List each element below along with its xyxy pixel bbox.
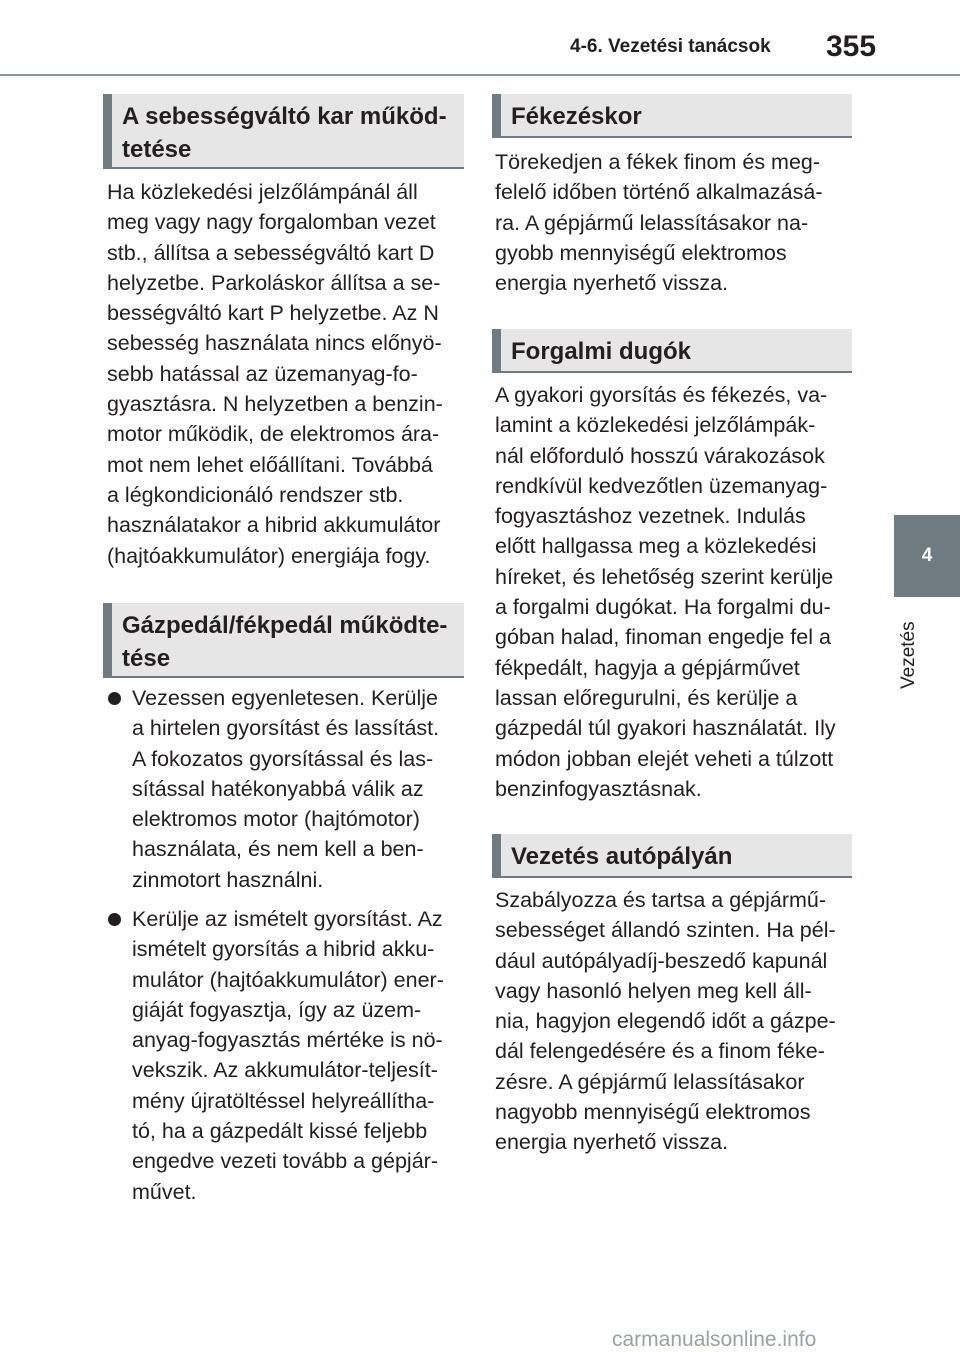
text-line: Ha közlekedési jelzőlámpánál áll	[107, 180, 418, 204]
text-line: energia nyerhető vissza.	[495, 271, 729, 296]
bullet-dot-icon	[108, 913, 121, 926]
heading-line: tése	[122, 645, 171, 672]
text-line: A gyakori gyorsítás és fékezés, va-	[495, 383, 828, 407]
paragraph-highway	[495, 885, 836, 1158]
text-line: gyobb mennyiségű elektromos	[495, 240, 787, 265]
text-line: a forgalmi dugókat. Ha forgalmi du-	[495, 595, 831, 620]
heading-traffic-jams	[492, 329, 852, 373]
heading-pedals	[103, 603, 464, 678]
text-line: A fokozatos gyorsítással és las-	[132, 746, 434, 771]
text-line: művet.	[132, 1179, 197, 1204]
text-line: zinmotort használni.	[132, 867, 324, 892]
text-line: mot nem lehet előállítani. Továbbá	[107, 452, 433, 477]
text-line: nál előforduló hosszú várakozások	[495, 443, 825, 468]
text-line: vagy hasonló helyen meg kell áll-	[495, 978, 812, 1003]
chapter-number: 4	[921, 545, 933, 566]
text-line: fogyasztáshoz vezetnek. Indulás	[495, 504, 806, 529]
bullet-text	[132, 904, 444, 1207]
text-line: anyag-fogyasztás mértéke is nö-	[132, 1028, 443, 1053]
paragraph-braking	[495, 147, 822, 298]
text-line: sebességet állandó szinten. Ha pél-	[495, 918, 836, 943]
text-line: felelő időben történő alkalmazásá-	[495, 180, 823, 205]
text-line: góban halad, finoman engedje fel a	[495, 625, 831, 650]
text-line: használata, és nem kell a ben-	[132, 837, 424, 862]
text-line: engedve vezeti tovább a gépjár-	[132, 1149, 438, 1174]
heading-gear-lever	[103, 94, 464, 169]
text-line: ra. A gépjármű lelassításakor na-	[495, 210, 809, 235]
text-line: motor működik, de elektromos ára-	[107, 422, 440, 447]
text-line: nagyobb mennyiségű elektromos	[495, 1100, 811, 1125]
text-line: lassan előregurulni, és kerülje a	[495, 685, 798, 710]
text-line: stb., állítsa a sebességváltó kart D	[107, 240, 435, 265]
text-line: a hirtelen gyorsítást és lassítást.	[132, 716, 440, 741]
text-line: mény újratöltéssel helyreállítha-	[132, 1088, 435, 1113]
text-line: mulátor (hajtóakkumulátor) ener-	[132, 967, 444, 992]
text-line: benzinfogyasztásnak.	[495, 776, 702, 801]
heading-line: Gázpedál/fékpedál működte-	[122, 612, 448, 639]
text-line: Szabályozza és tartsa a gépjármű-	[495, 888, 827, 912]
page-number: 355	[826, 30, 877, 63]
bullet-text	[132, 683, 439, 895]
text-line: bességváltó kart P helyzetbe. Az N	[107, 301, 439, 326]
text-line: (hajtóakkumulátor) energiája fogy.	[107, 543, 431, 568]
chapter-tab	[894, 515, 960, 597]
text-line: gázpedál túl gyakori használatát. Ily	[495, 716, 836, 741]
chapter-label: Vezetés	[898, 621, 919, 689]
text-line: rendkívül kedvezőtlen üzemanyag-	[495, 473, 828, 498]
text-line: előtt hallgassa meg a közlekedési	[495, 534, 817, 559]
text-line: tó, ha a gázpedált kissé feljebb	[132, 1119, 428, 1144]
heading-highway	[492, 834, 852, 878]
header-divider	[0, 74, 960, 76]
bullet-dot-icon	[108, 692, 121, 705]
text-line: nia, hagyjon elegendő időt a gázpe-	[495, 1009, 836, 1034]
section-title: 4-6. Vezetési tanácsok	[570, 36, 771, 57]
heading-braking	[492, 94, 852, 138]
paragraph-gear-lever	[107, 177, 443, 571]
text-line: gyasztásra. N helyzetben a benzin-	[107, 392, 443, 417]
text-line: meg vagy nagy forgalomban vezet	[107, 210, 436, 235]
text-line: energia nyerhető vissza.	[495, 1130, 729, 1155]
text-line: lamint a közlekedési jelzőlámpák-	[495, 413, 816, 438]
text-line: dál felengedésére és a finom féke-	[495, 1039, 825, 1064]
text-line: sebesség használata nincs előnyö-	[107, 331, 442, 356]
heading-line: A sebességváltó kar működ-	[122, 103, 447, 130]
text-line: vekszik. Az akkumulátor-teljesít-	[132, 1058, 438, 1083]
text-line: giáját fogyasztja, így az üzem-	[132, 997, 422, 1022]
text-line: Vezessen egyenletesen. Kerülje	[132, 686, 438, 710]
heading-line: Vezetés autópályán	[511, 843, 733, 870]
heading-line: tetése	[122, 136, 192, 163]
text-line: elektromos motor (hajtómotor)	[132, 807, 420, 832]
watermark: carmanualsonline.info	[612, 1328, 817, 1351]
text-line: helyzetbe. Parkoláskor állítsa a se-	[107, 270, 441, 295]
text-line: zésre. A gépjármű lelassításakor	[495, 1069, 805, 1094]
text-line: ismételt gyorsítás a hibrid akku-	[132, 937, 435, 962]
paragraph-traffic-jams	[495, 380, 836, 804]
text-line: használatakor a hibrid akkumulátor	[107, 513, 441, 538]
text-line: fékpedált, hagyja a gépjárművet	[495, 655, 800, 680]
text-line: Kerülje az ismételt gyorsítást. Az	[132, 907, 443, 931]
heading-line: Forgalmi dugók	[511, 338, 691, 365]
heading-line: Fékezéskor	[511, 103, 642, 130]
text-line: dául autópályadíj-beszedő kapunál	[495, 948, 828, 973]
text-line: Törekedjen a fékek finom és meg-	[495, 150, 821, 174]
text-line: a légkondicionáló rendszer stb.	[107, 482, 404, 507]
text-line: sebb hatással az üzemanyag-fo-	[107, 361, 418, 386]
text-line: sítással hatékonyabbá válik az	[132, 776, 424, 801]
text-line: híreket, és lehetőség szerint kerülje	[495, 564, 834, 589]
text-line: módon jobban elejét veheti a túlzott	[495, 746, 834, 771]
